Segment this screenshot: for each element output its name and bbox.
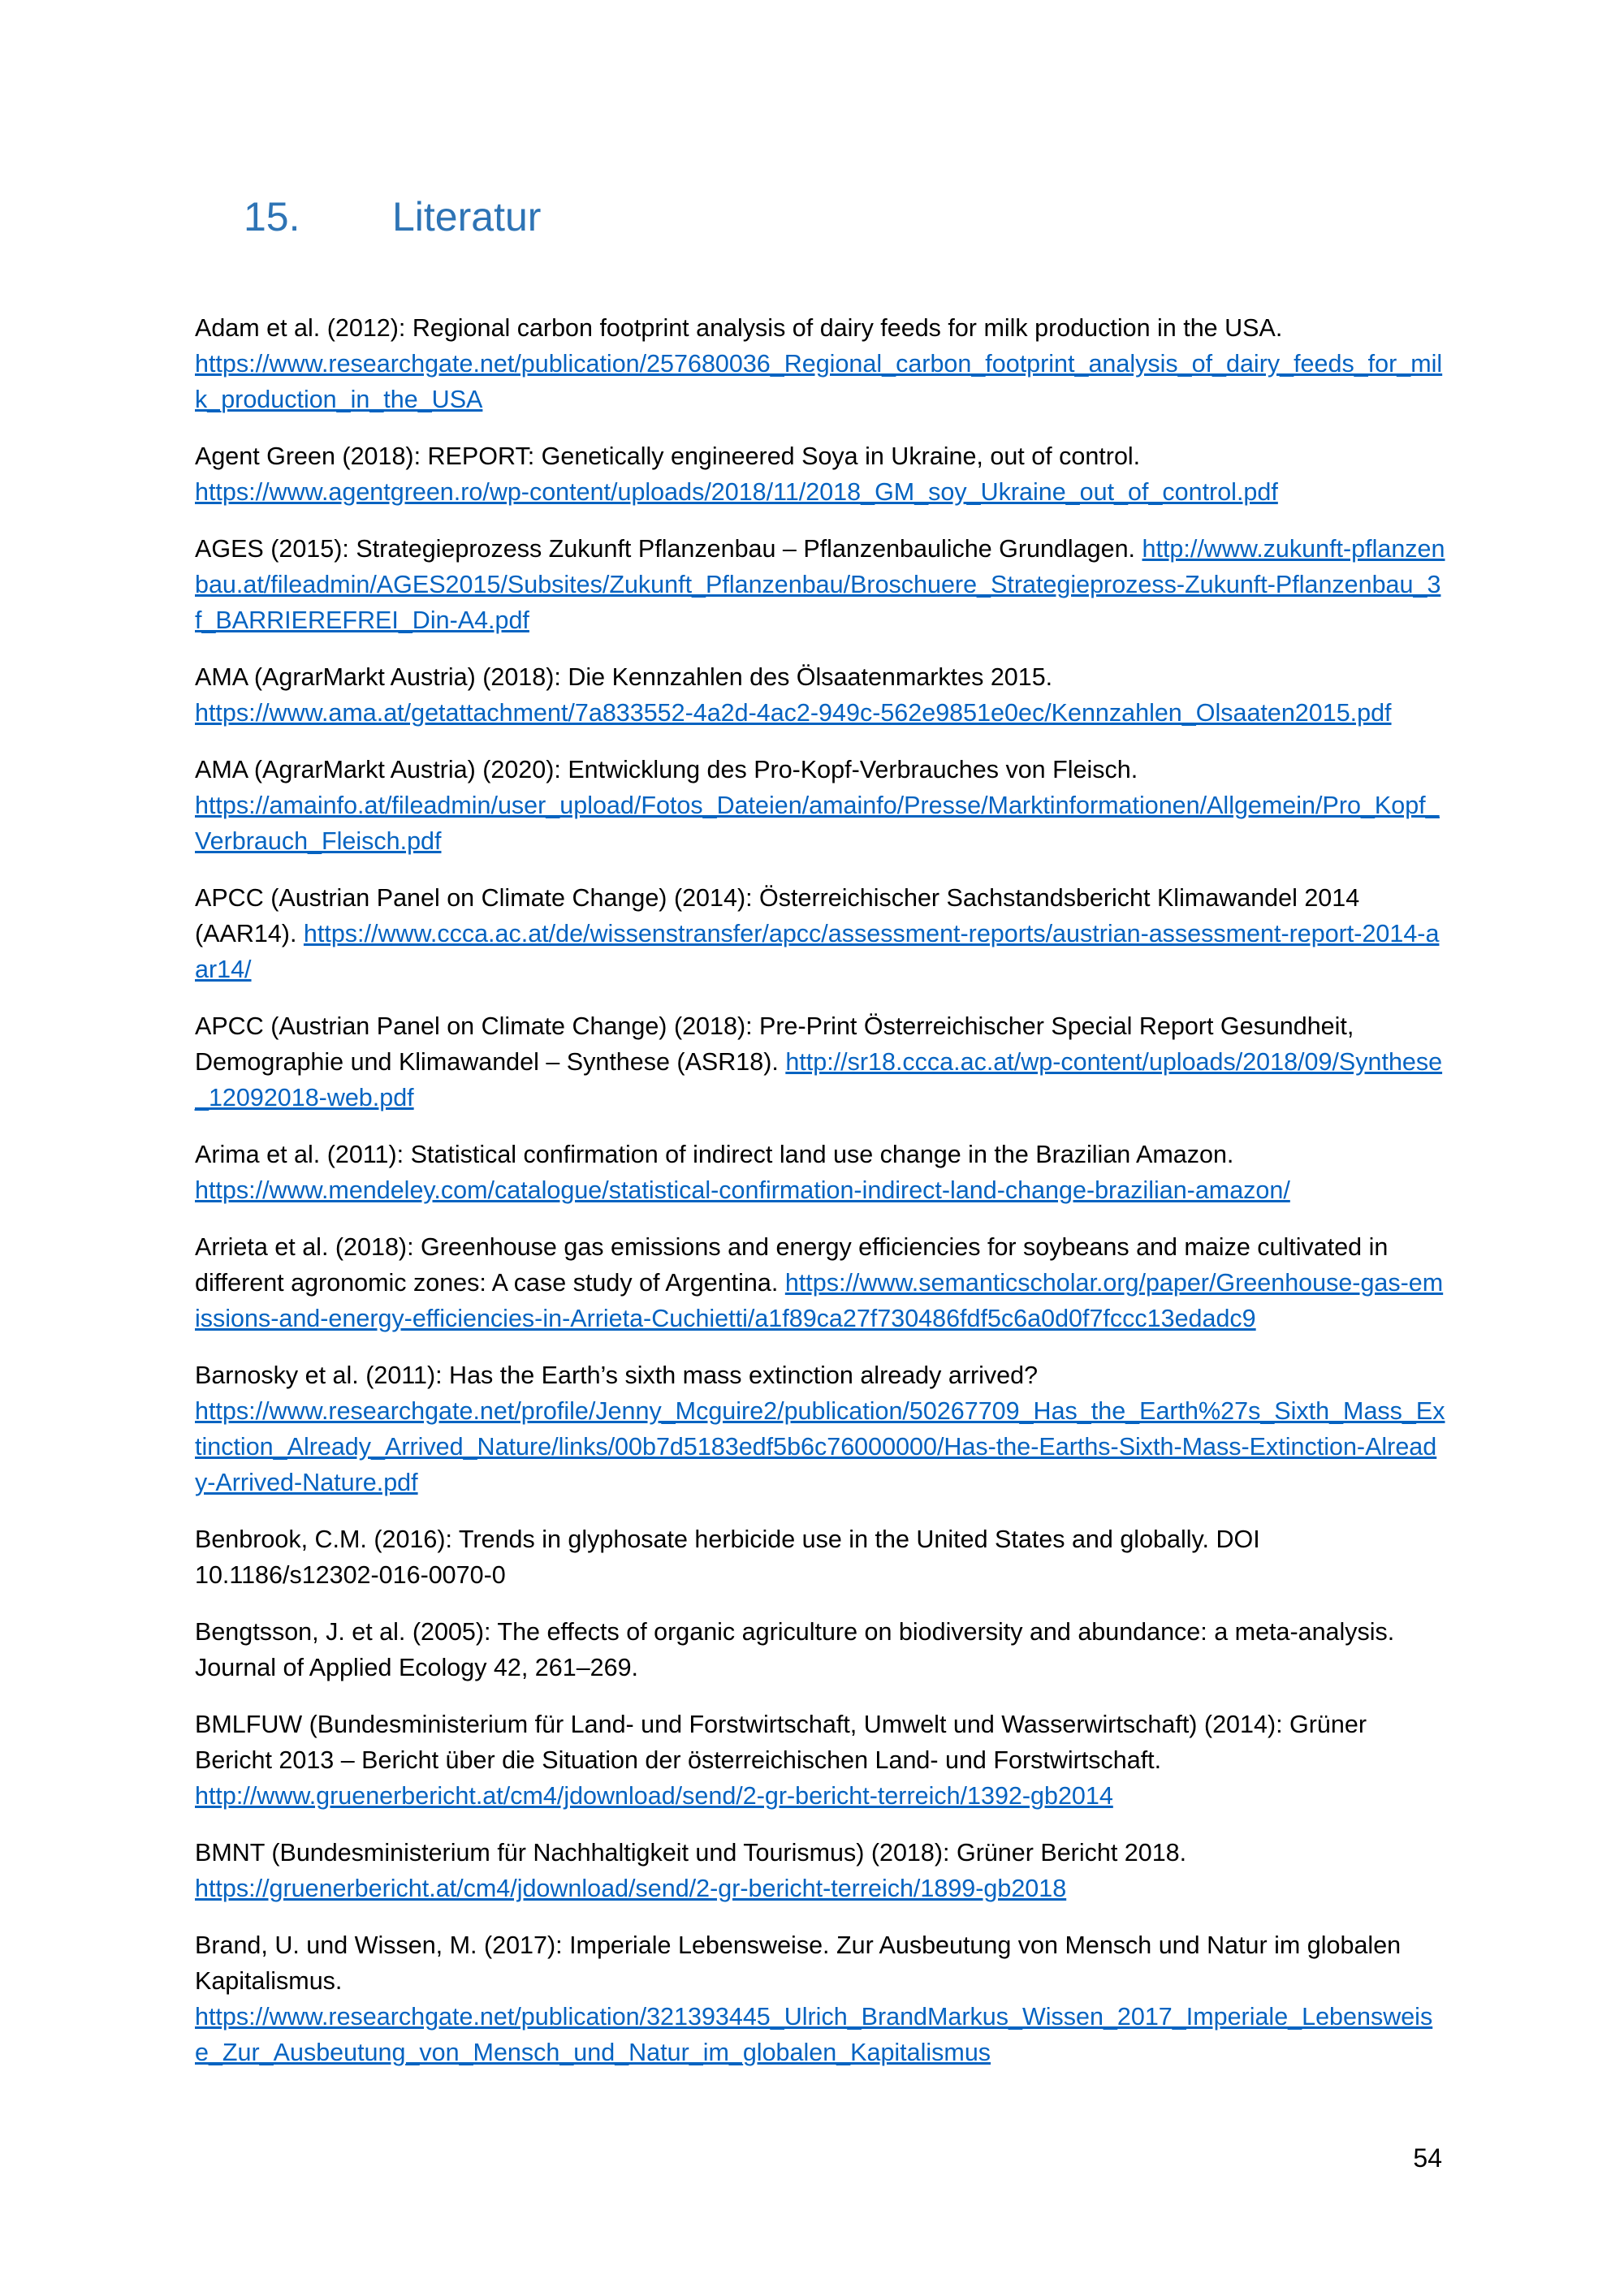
reference-text: Arima et al. (2011): Statistical confirmation of indirect land use change in the Brazilian Amazon. xyxy=(195,1141,1234,1168)
reference-link[interactable]: https://www.researchgate.net/profile/Jenny_Mcguire2/publication/50267709_Has_the_Earth%27s_Sixth_Mass_Extinction_Already_Arrived_Nature/links/00b7d5183edf5b6c76000000/Has-the-Earths-Sixth-Mass-Extinction-Already-Arrived-Nature.pdf xyxy=(195,1397,1445,1496)
reference-link[interactable]: https://gruenerbericht.at/cm4/jdownload/send/2-gr-bericht-terreich/1899-gb2018 xyxy=(195,1875,1067,1902)
reference-text: Barnosky et al. (2011): Has the Earth’s sixth mass extinction already arrived? xyxy=(195,1362,1039,1389)
reference-entry xyxy=(195,531,1445,638)
reference-link[interactable]: http://www.gruenerbericht.at/cm4/jdownload/send/2-gr-bericht-terreich/1392-gb2014 xyxy=(195,1782,1113,1810)
reference-link[interactable]: https://www.researchgate.net/publication/321393445_Ulrich_BrandMarkus_Wissen_2017_Imperiale_Lebensweise_Zur_Ausbeutung_von_Mensch_und_Natur_im_globalen_Kapitalismus xyxy=(195,2003,1433,2066)
reference-text: AGES (2015): Strategieprozess Zukunft Pflanzenbau – Pflanzenbauliche Grundlagen. xyxy=(195,535,1136,563)
reference-text: BMLFUW (Bundesministerium für Land- und Forstwirtschaft, Umwelt und Wasserwirtschaft) (2014): Grüner Bericht 2013 – Bericht über die Situation der österreichischen Land- und Forstwirtschaft. xyxy=(195,1711,1367,1774)
page-number: 54 xyxy=(1413,2143,1442,2173)
reference-text: Brand, U. und Wissen, M. (2017): Imperiale Lebensweise. Zur Ausbeutung von Mensch und Natur im globalen Kapitalismus. xyxy=(195,1931,1402,1995)
reference-entry xyxy=(195,1137,1445,1208)
reference-entry xyxy=(195,1927,1445,2070)
reference-link[interactable]: https://www.ama.at/getattachment/7a833552-4a2d-4ac2-949c-562e9851e0ec/Kennzahlen_Olsaaten2015.pdf xyxy=(195,699,1392,727)
reference-text: Bengtsson, J. et al. (2005): The effects of organic agriculture on biodiversity and abundance: a meta-analysis. Journal of Applied Ecology 42, 261–269. xyxy=(195,1618,1395,1681)
reference-text: Benbrook, C.M. (2016): Trends in glyphosate herbicide use in the United States and globally. DOI 10.1186/s12302-016-0070-0 xyxy=(195,1526,1260,1589)
reference-text: AMA (AgrarMarkt Austria) (2018): Die Kennzahlen des Ölsaatenmarktes 2015. xyxy=(195,663,1053,691)
reference-link[interactable]: http://www.zukunft-pflanzenbau.at/fileadmin/AGES2015/Subsites/Zukunft_Pflanzenbau/Broschuere_Strategieprozess-Zukunft-Pflanzenbau_3f_BARRIEREFREI_Din-A4.pdf xyxy=(195,535,1445,634)
reference-text: AMA (AgrarMarkt Austria) (2020): Entwicklung des Pro-Kopf-Verbrauches von Fleisch. xyxy=(195,756,1138,783)
reference-text: Agent Green (2018): REPORT: Genetically engineered Soya in Ukraine, out of control. xyxy=(195,442,1141,470)
section-number: 15. xyxy=(244,194,300,240)
reference-text: Arrieta et al. (2018): Greenhouse gas emissions and energy efficiencies for soybeans and maize cultivated in different agronomic zones: A case study of Argentina. xyxy=(195,1233,1389,1297)
reference-entry xyxy=(195,1835,1445,1906)
reference-link[interactable]: https://www.agentgreen.ro/wp-content/uploads/2018/11/2018_GM_soy_Ukraine_out_of_control.pdf xyxy=(195,478,1278,506)
section-heading xyxy=(244,193,541,240)
reference-entry xyxy=(195,1521,1445,1593)
reference-list xyxy=(195,310,1445,2091)
reference-entry xyxy=(195,880,1445,987)
reference-entry xyxy=(195,438,1445,510)
reference-entry xyxy=(195,1614,1445,1685)
reference-entry xyxy=(195,659,1445,731)
reference-link[interactable]: https://www.ccca.ac.at/de/wissenstransfer/apcc/assessment-reports/austrian-assessment-report-2014-aar14/ xyxy=(195,920,1440,983)
reference-link[interactable]: https://www.mendeley.com/catalogue/statistical-confirmation-indirect-land-change-brazilian-amazon/ xyxy=(195,1176,1290,1204)
reference-text: BMNT (Bundesministerium für Nachhaltigkeit und Tourismus) (2018): Grüner Bericht 2018. xyxy=(195,1839,1187,1867)
reference-link[interactable]: https://www.researchgate.net/publication/257680036_Regional_carbon_footprint_analysis_of_dairy_feeds_for_milk_production_in_the_USA xyxy=(195,350,1443,413)
reference-entry xyxy=(195,1357,1445,1500)
reference-link[interactable]: https://www.semanticscholar.org/paper/Greenhouse-gas-emissions-and-energy-efficiencies-in-Arrieta-Cuchietti/a1f89ca27f730486fdf5c6a0d0f7fccc13edadc9 xyxy=(195,1269,1444,1332)
reference-text: APCC (Austrian Panel on Climate Change) (2018): Pre-Print Österreichischer Special Report Gesundheit, Demographie und Klimawandel – Synthese (ASR18). xyxy=(195,1012,1354,1076)
reference-link[interactable]: https://amainfo.at/fileadmin/user_upload/Fotos_Dateien/amainfo/Presse/Marktinformationen/Allgemein/Pro_Kopf_Verbrauch_Fleisch.pdf xyxy=(195,792,1440,855)
reference-text: APCC (Austrian Panel on Climate Change) (2014): Österreichischer Sachstandsbericht Klimawandel 2014 (AAR14). xyxy=(195,884,1360,947)
reference-link[interactable]: http://sr18.ccca.ac.at/wp-content/uploads/2018/09/Synthese_12092018-web.pdf xyxy=(195,1048,1443,1111)
reference-text: Adam et al. (2012): Regional carbon footprint analysis of dairy feeds for milk production in the USA. xyxy=(195,314,1283,342)
reference-entry xyxy=(195,1008,1445,1116)
reference-entry xyxy=(195,1707,1445,1814)
section-title: Literatur xyxy=(392,194,542,240)
reference-entry xyxy=(195,1229,1445,1336)
reference-entry xyxy=(195,752,1445,859)
reference-entry xyxy=(195,310,1445,417)
